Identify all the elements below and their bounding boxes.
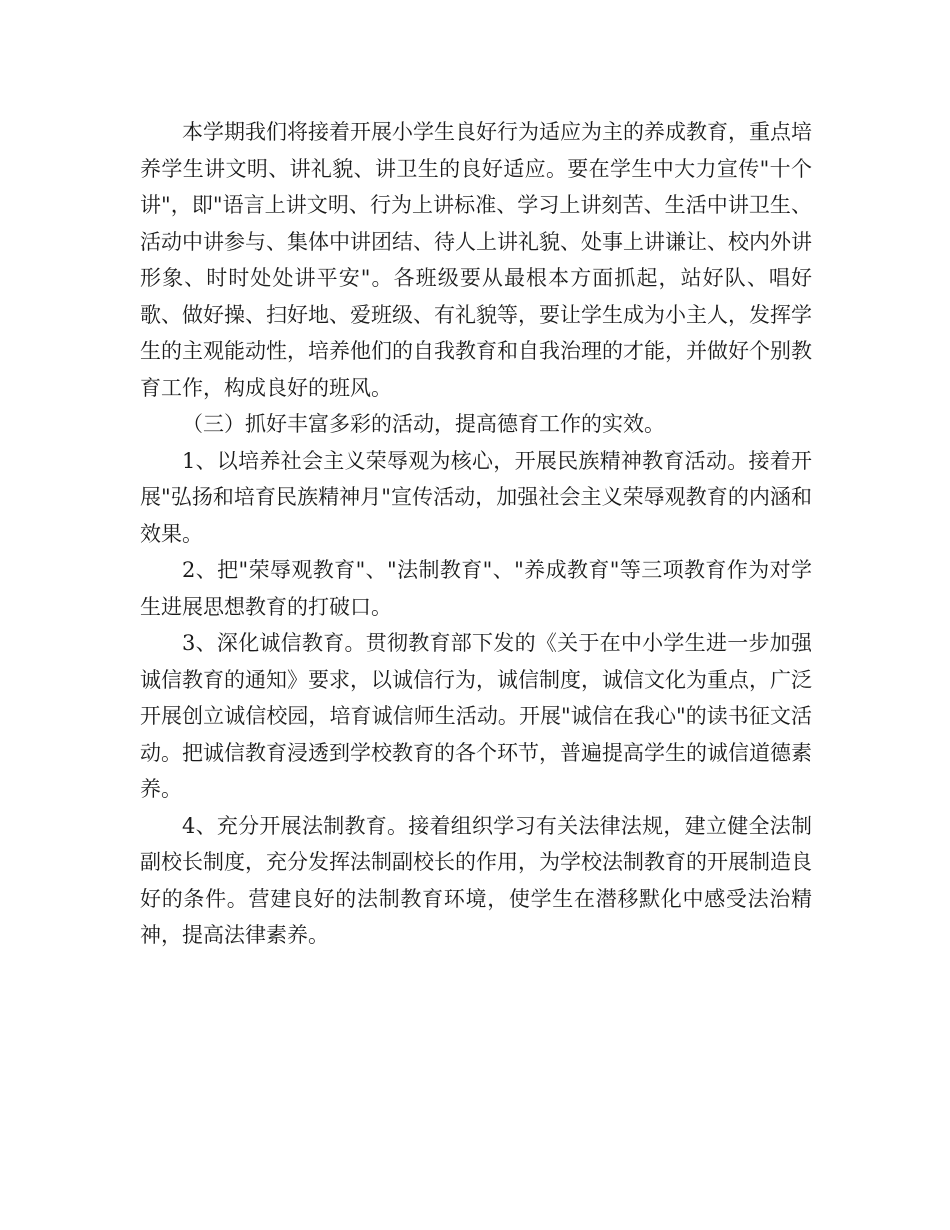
document-body	[140, 114, 812, 954]
paragraph-item-2: 2、把"荣辱观教育"、"法制教育"、"养成教育"等三项教育作为对学生进展思想教育的打破口。	[140, 558, 812, 619]
paragraph-item-4: 4、充分开展法制教育。接着组织学习有关法律法规，建立健全法制副校长制度，充分发挥法制副校长的作用，为学校法制教育的开展制造良好的条件。营建良好的法制教育环境，使学生在潜移默化中感受法治精神，提高法律素养。	[140, 813, 812, 947]
paragraph-item-1: 1、以培养社会主义荣辱观为核心，开展民族精神教育活动。接着开展"弘扬和培育民族精神月"宣传活动，加强社会主义荣辱观教育的内涵和效果。	[140, 448, 812, 546]
paragraph-habit-education: 本学期我们将接着开展小学生良好行为适应为主的养成教育，重点培养学生讲文明、讲礼貌、讲卫生的良好适应。要在学生中大力宣传"十个讲"，即"语言上讲文明、行为上讲标准、学习上讲刻苦、生活中讲卫生、活动中讲参与、集体中讲团结、待人上讲礼貌、处事上讲谦让、校内外讲形象、时时处处讲平安"。各班级要从最根本方面抓起，站好队、唱好歌、做好操、扫好地、爱班级、有礼貌等，要让学生成为小主人，发挥学生的主观能动性，培养他们的自我教育和自我治理的才能，并做好个别教育工作，构成良好的班风。	[140, 120, 812, 400]
section-heading-activities: （三）抓好丰富多彩的活动，提高德育工作的实效。	[182, 412, 665, 436]
paragraph-item-3: 3、深化诚信教育。贯彻教育部下发的《关于在中小学生进一步加强诚信教育的通知》要求，以诚信行为，诚信制度，诚信文化为重点，广泛开展创立诚信校园，培育诚信师生活动。开展"诚信在我心"的读书征文活动。把诚信教育浸透到学校教育的各个环节，普遍提高学生的诚信道德素养。	[140, 631, 812, 801]
